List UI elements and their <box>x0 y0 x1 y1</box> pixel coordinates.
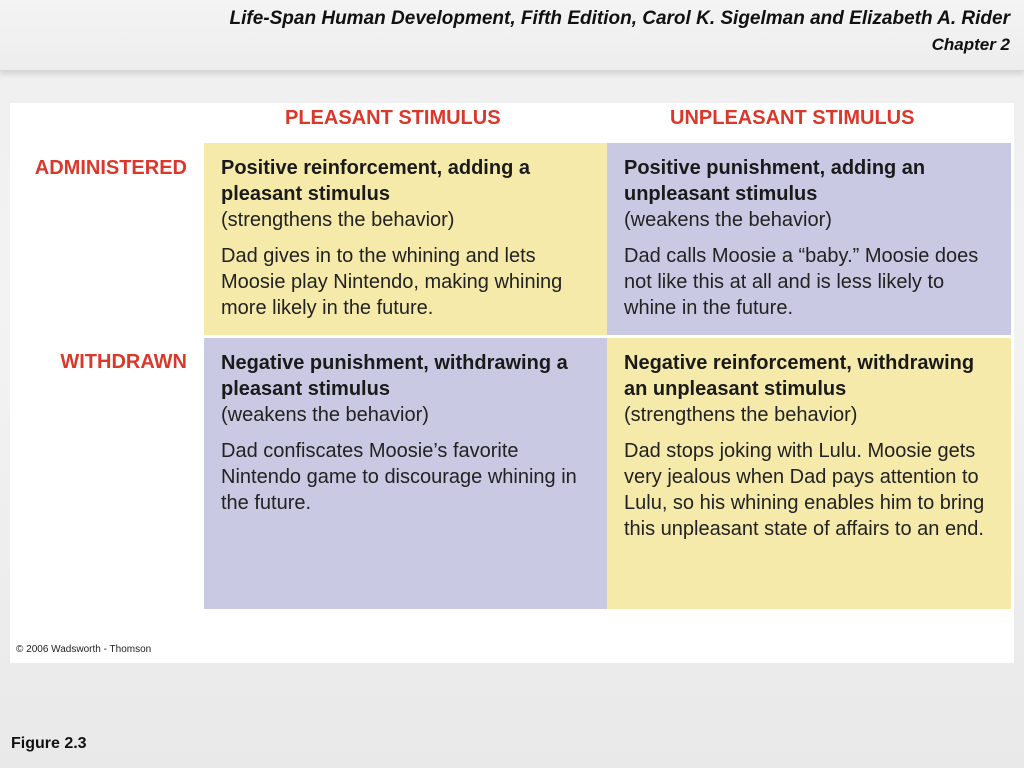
column-header-unpleasant: UNPLEASANT STIMULUS <box>670 107 915 129</box>
chapter-label: Chapter 2 <box>931 35 1010 54</box>
cell-positive-reinforcement <box>204 143 607 335</box>
cell-example: Dad confiscates Moosie’s favorite Nintendo game to discourage whining in the future. <box>221 440 577 514</box>
cell-example: Dad stops joking with Lulu. Moosie gets very jealous when Dad pays attention to Lulu, so his whining enables him to bring this unpleasant state of affairs to an end. <box>624 440 985 540</box>
cell-example: Dad calls Moosie a “baby.” Moosie does not like this at all and is less likely to whine in the future. <box>624 245 979 319</box>
cell-effect: (weakens the behavior) <box>624 209 832 231</box>
cell-effect: (strengthens the behavior) <box>624 404 858 426</box>
row-header-administered: ADMINISTERED <box>34 157 187 179</box>
cell-title: Negative punishment, withdrawing a pleasant stimulus <box>221 352 568 400</box>
cell-negative-punishment <box>204 338 607 609</box>
column-header-pleasant: PLEASANT STIMULUS <box>285 107 501 129</box>
cell-title: Positive reinforcement, adding a pleasant stimulus <box>221 157 530 205</box>
cell-positive-punishment <box>607 143 1011 335</box>
row-header-withdrawn: WITHDRAWN <box>60 351 187 373</box>
cell-effect: (strengthens the behavior) <box>221 209 455 231</box>
cell-negative-reinforcement <box>607 338 1011 609</box>
book-title: Life-Span Human Development, Fifth Edition, Carol K. Sigelman and Elizabeth A. Rider <box>229 8 1010 29</box>
conditioning-table <box>10 103 1014 663</box>
figure-label: Figure 2.3 <box>11 735 87 752</box>
cell-title: Negative reinforcement, withdrawing an unpleasant stimulus <box>624 352 975 400</box>
cell-title: Positive punishment, adding an unpleasant stimulus <box>624 157 926 205</box>
cell-effect: (weakens the behavior) <box>221 404 429 426</box>
copyright-notice: © 2006 Wadsworth - Thomson <box>16 644 152 655</box>
cell-example: Dad gives in to the whining and lets Moosie play Nintendo, making whining more likely in the future. <box>221 245 563 319</box>
slide-header <box>0 0 1024 71</box>
